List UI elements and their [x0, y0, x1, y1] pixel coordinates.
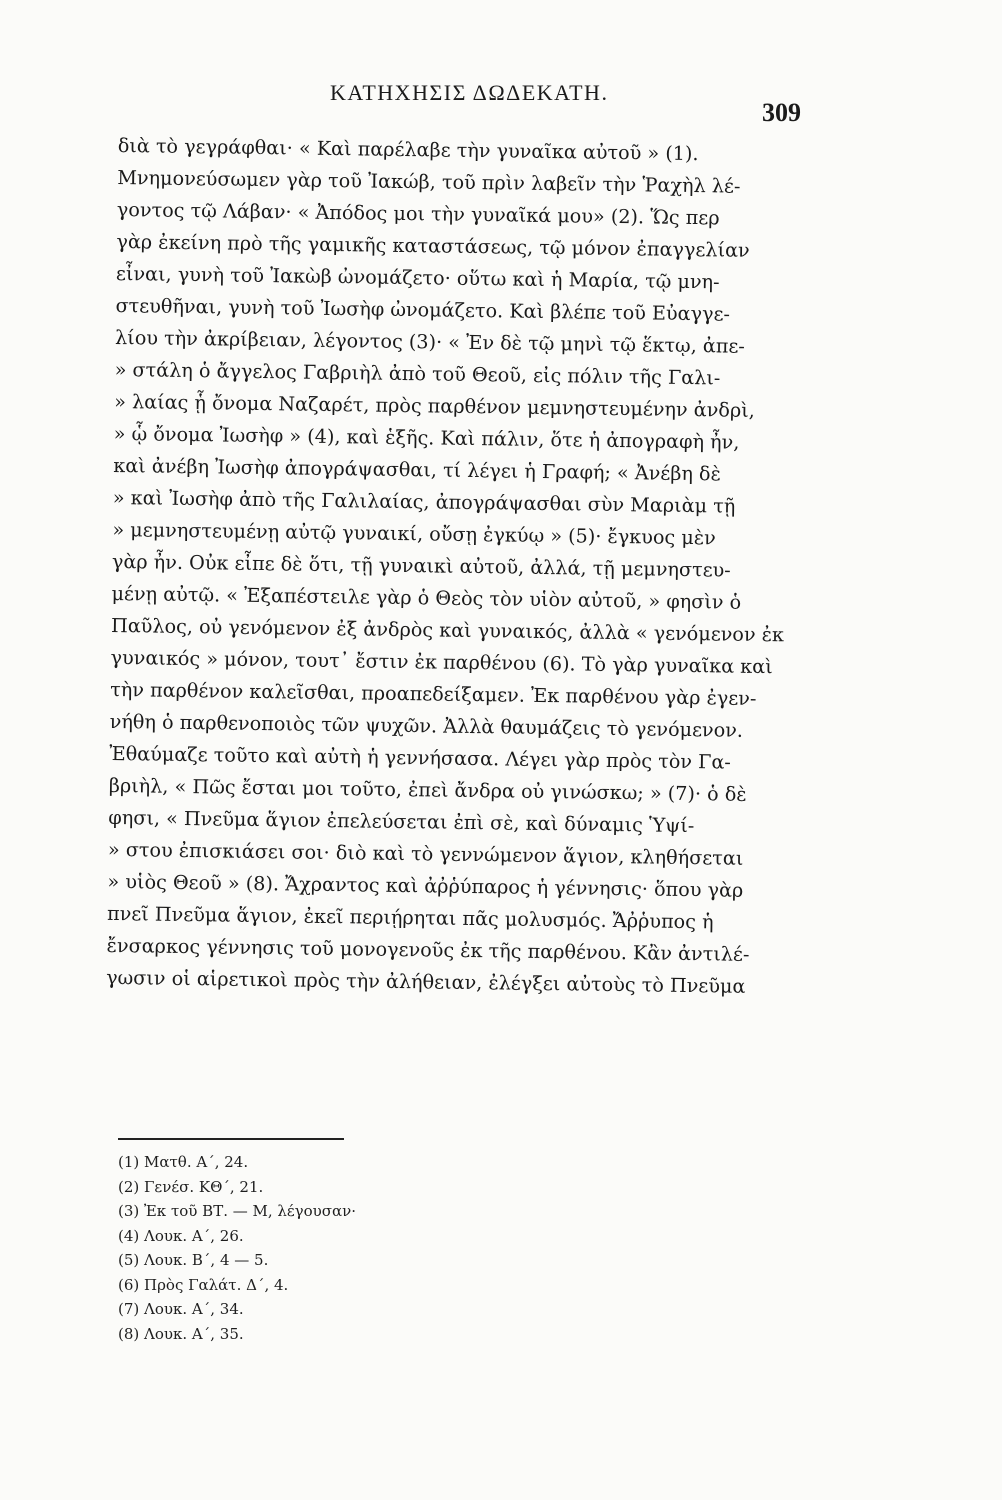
body-line: γὰρ ἐκείνη πρὸ τῆς γαμικῆς καταστάσεως, τῷ μόνον ἐπαγγελίαν: [116, 229, 750, 262]
body-line: Μνημονεύσωμεν γὰρ τοῦ Ἰακώβ, τοῦ πρὶν λαβεῖν τὴν Ῥαχὴλ λέ-: [117, 165, 741, 198]
body-line: στευθῆναι, γυνὴ τοῦ Ἰωσὴφ ὠνομάζετο. Καὶ βλέπε τοῦ Εὐαγγε-: [115, 293, 731, 326]
body-line: τὴν παρθένον καλεῖσθαι, προαπεδείξαμεν. Ἐκ παρθένου γὰρ ἐγεν-: [110, 677, 757, 710]
body-line: ἔνσαρκος γέννησις τοῦ μονογενοῦς ἐκ τῆς παρθένου. Κἂν ἀντιλέ-: [106, 933, 750, 966]
body-line: διὰ τὸ γεγράφθαι· « Καὶ παρέλαβε τὴν γυναῖκα αὐτοῦ » (1).: [117, 133, 699, 166]
body-line: εἶναι, γυνὴ τοῦ Ἰακὼβ ὠνομάζετο· οὕτω καὶ ἡ Μαρία, τῷ μνη-: [115, 261, 720, 294]
footnote: (5) Λουκ. Β΄, 4 — 5.: [118, 1251, 269, 1269]
body-line: » λαίας ᾗ ὄνομα Ναζαρέτ, πρὸς παρθένον μεμνηστευμένην ἀνδρὶ,: [114, 389, 755, 422]
footnote: (1) Ματθ. Α΄, 24.: [118, 1153, 249, 1171]
footnote: (7) Λουκ. Α΄, 34.: [118, 1300, 244, 1318]
body-line: » μεμνηστευμένῃ αὐτῷ γυναικί, οὔσῃ ἐγκύῳ » (5)· ἔγκυος μὲν: [112, 517, 716, 550]
page-number: 309: [762, 98, 801, 127]
body-line: Ἐθαύμαζε τοῦτο καὶ αὐτὴ ἡ γεννήσασα. Λέγει γὰρ πρὸς τὸν Γα-: [109, 741, 732, 774]
footnote: (2) Γενέσ. ΚΘ΄, 21.: [118, 1177, 264, 1196]
footnotes: [118, 1150, 518, 1346]
body-text: [106, 130, 818, 1004]
body-line: » υἱὸς Θεοῦ » (8). Ἄχραντος καὶ ἀῤῥύπαρος ἡ γέννησις· ὅπου γὰρ: [107, 869, 744, 902]
body-line: » ᾧ ὄνομα Ἰωσὴφ » (4), καὶ ἑξῆς. Καὶ πάλιν, ὅτε ἡ ἀπογραφὴ ἦν,: [113, 421, 740, 454]
body-line: γοντος τῷ Λάβαν· « Ἀπόδος μοι τὴν γυναῖκά μου» (2). Ὥς περ: [116, 197, 720, 230]
body-line: λίου τὴν ἀκρίβειαν, λέγοντος (3)· « Ἐν δὲ τῷ μηνὶ τῷ ἕκτῳ, ἀπε-: [114, 325, 746, 358]
body-line: γυναικός » μόνον, τουτ᾽ ἔστιν ἐκ παρθένου (6). Τὸ γὰρ γυναῖκα καὶ: [110, 645, 773, 679]
footnote-divider: [118, 1138, 344, 1140]
body-line: πνεῖ Πνεῦμα ἅγιον, ἐκεῖ περιῄρηται πᾶς μολυσμός. Ἄῤῥυπος ἡ: [106, 901, 714, 934]
body-line: Παῦλος, οὐ γενόμενον ἐξ ἀνδρὸς καὶ γυναικός, ἀλλὰ « γενόμενον ἐκ: [110, 613, 785, 647]
running-title: ΚΑΤΗΧΗΣΙΣ ΔΩΔΕΚΑΤΗ.: [330, 80, 609, 105]
body-line: φησι, « Πνεῦμα ἅγιον ἐπελεύσεται ἐπὶ σὲ, καὶ δύναμις Ὑψί-: [108, 805, 695, 838]
body-line: νήθη ὁ παρθενοποιὸς τῶν ψυχῶν. Ἀλλὰ θαυμάζεις τὸ γενόμενον.: [109, 709, 744, 742]
footnote: (6) Πρὸς Γαλάτ. Δ΄, 4.: [118, 1275, 289, 1294]
body-line: » στάλη ὁ ἄγγελος Γαβριὴλ ἀπὸ τοῦ Θεοῦ, εἰς πόλιν τῆς Γαλι-: [114, 357, 721, 390]
body-line: γωσιν οἱ αἱρετικοὶ πρὸς τὴν ἀλήθειαν, ἐλέγξει αὐτοὺς τὸ Πνεῦμα: [106, 965, 746, 998]
footnote: (4) Λουκ. Α΄, 26.: [118, 1226, 244, 1245]
body-line: καὶ ἀνέβη Ἰωσὴφ ἀπογράψασθαι, τί λέγει ἡ Γραφή; « Ἀνέβη δὲ: [113, 453, 722, 486]
body-line: » στου ἐπισκιάσει σοι· διὸ καὶ τὸ γεννώμενον ἅγιον, κληθήσεται: [107, 837, 744, 870]
body-line: βριὴλ, « Πῶς ἔσται μοι τοῦτο, ἐπεὶ ἄνδρα οὐ γινώσκω; » (7)· ὁ δὲ: [108, 773, 747, 806]
body-line: μένῃ αὐτῷ. « Ἐξαπέστειλε γὰρ ὁ Θεὸς τὸν υἱὸν αὐτοῦ, » φησὶν ὁ: [111, 581, 742, 614]
footnote: (3) Ἐκ τοῦ ΒΤ. — Μ, λέγουσαν·: [118, 1202, 357, 1220]
footnote: (8) Λουκ. Α΄, 35.: [118, 1324, 244, 1343]
body-line: » καὶ Ἰωσὴφ ἀπὸ τῆς Γαλιλαίας, ἀπογράψασθαι σὺν Μαριὰμ τῇ: [112, 485, 736, 518]
body-line: γὰρ ἦν. Οὐκ εἶπε δὲ ὅτι, τῇ γυναικὶ αὐτοῦ, ἀλλά, τῇ μεμνηστευ-: [111, 549, 731, 582]
